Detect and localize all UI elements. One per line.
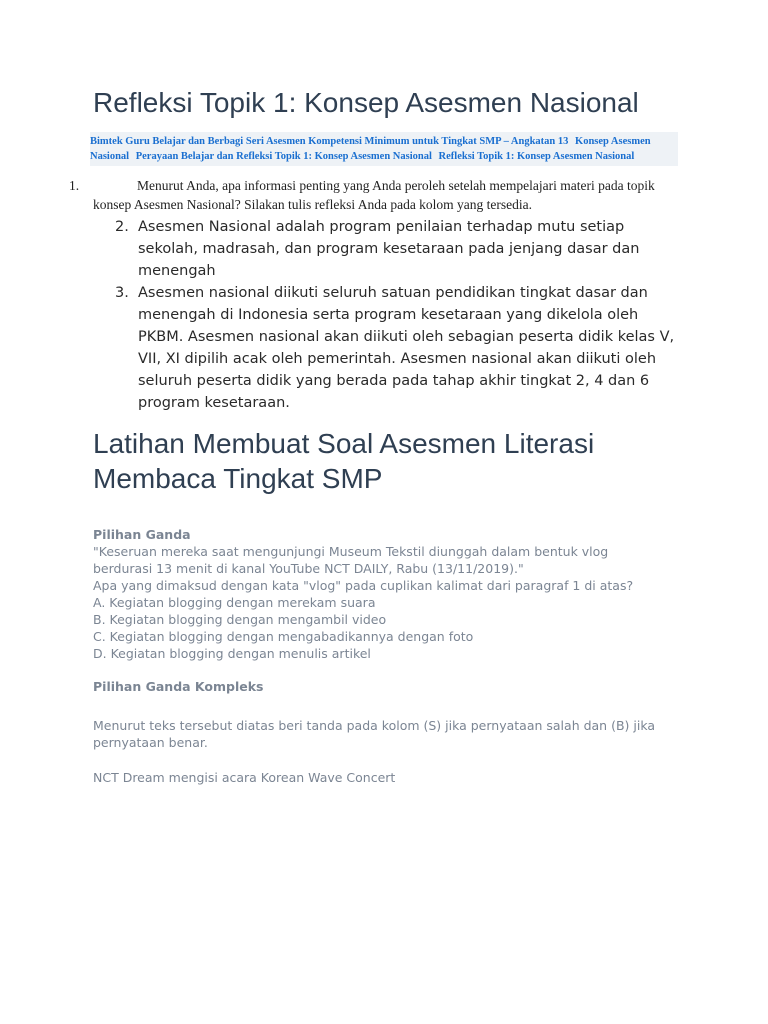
list-item <box>93 282 678 414</box>
page-title: Refleksi Topik 1: Konsep Asesmen Nasional <box>93 87 639 118</box>
multiple-choice-heading: Pilihan Ganda <box>93 527 191 542</box>
breadcrumb-link-course[interactable]: Bimtek Guru Belajar dan Berbagi Seri Asesmen Kompetensi Minimum untuk Tingkat SMP – Angkatan 13 <box>90 136 569 147</box>
option-a: A. Kegiatan blogging dengan merekam suara <box>93 595 376 610</box>
question-text: Menurut Anda, apa informasi penting yang Anda peroleh setelah mempelajari materi pada topik konsep Asesmen Nasional? Silakan tulis refleksi Anda pada kolom yang tersedia. <box>93 178 655 212</box>
multiple-choice-block <box>93 526 668 662</box>
answer-text: Asesmen nasional diikuti seluruh satuan pendidikan tingkat dasar dan menengah di Indonesia serta program kesetaraan yang dikelola oleh PKBM. Asesmen nasional akan diikuti oleh sebagian peserta didik kelas V, VII, XI dipilih acak oleh pemerintah. Asesmen nasional akan diikuti oleh seluruh peserta didik yang berada pada tahap akhir tingkat 2, 4 dan 6 program kesetaraan. <box>138 285 675 411</box>
answer-number: 3. <box>115 285 129 301</box>
complex-choice-heading: Pilihan Ganda Kompleks <box>93 679 264 694</box>
complex-choice-instruction: Menurut teks tersebut diatas beri tanda pada kolom (S) jika pernyataan salah dan (B) jika pernyataan benar. <box>93 718 656 750</box>
reading-quote: "Keseruan mereka saat mengunjungi Museum Tekstil diunggah dalam bentuk vlog berdurasi 13 menit di kanal YouTube NCT DAILY, Rabu (13/11/2019)." <box>93 544 609 576</box>
answer-list <box>93 216 683 414</box>
answer-text: Asesmen Nasional adalah program penilaian terhadap mutu setiap sekolah, madrasah, dan program kesetaraan pada jenjang dasar dan menengah <box>138 219 640 279</box>
multiple-choice-question: Apa yang dimaksud dengan kata "vlog" pada cuplikan kalimat dari paragraf 1 di atas? <box>93 578 634 593</box>
breadcrumb-link-reflection-activity[interactable]: Perayaan Belajar dan Refleksi Topik 1: Konsep Asesmen Nasional <box>135 151 432 162</box>
document-page <box>69 86 683 786</box>
breadcrumb-link-current-page[interactable]: Refleksi Topik 1: Konsep Asesmen Nasional <box>438 151 635 162</box>
breadcrumb-link-topic[interactable]: Konsep Asesmen Nasional <box>90 136 651 162</box>
complex-choice-statement: NCT Dream mengisi acara Korean Wave Concert <box>93 770 396 785</box>
section-title: Latihan Membuat Soal Asesmen Literasi Membaca Tingkat SMP <box>93 428 595 494</box>
complex-choice-block <box>93 678 668 786</box>
list-item <box>93 216 678 282</box>
breadcrumb <box>90 132 678 166</box>
reflection-question <box>69 176 671 214</box>
option-c: C. Kegiatan blogging dengan mengabadikannya dengan foto <box>93 629 474 644</box>
answer-number: 2. <box>115 219 129 235</box>
option-b: B. Kegiatan blogging dengan mengambil video <box>93 612 387 627</box>
option-d: D. Kegiatan blogging dengan menulis artikel <box>93 646 371 661</box>
question-number: 1. <box>69 178 80 193</box>
